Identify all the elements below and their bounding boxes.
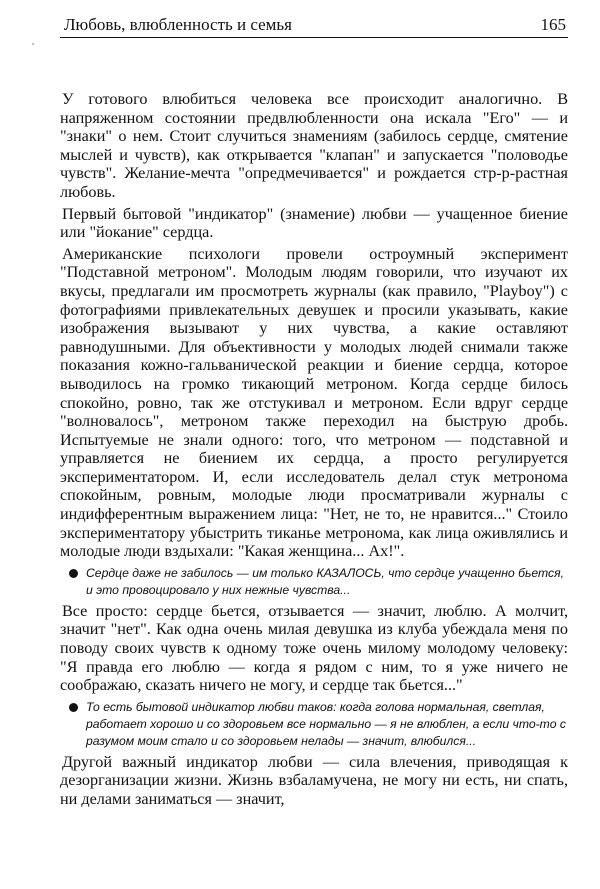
paragraph: Первый бытовой "индикатор" (знамение) любви — учащенное биение или "йокание" сердца. [60, 204, 568, 242]
paragraph: Все просто: сердце бьется, отзывается — значит, люблю. А молчит, значит "нет". Как одна очень милая девушка из клуба убеждала меня по поводу своих чувств к одному тоже очень милому молодому человеку: "Я правда его люблю — когда я рядом с ним, то я уже ничего не соображаю, сказать ничего не могу, и сердце так бьется..." [60, 601, 568, 695]
page-number: 165 [540, 15, 566, 34]
bullet-icon [69, 703, 78, 712]
sidenote [60, 565, 568, 599]
page-body [60, 90, 568, 809]
chapter-title: Любовь, влюбленность и семья [64, 15, 292, 34]
paragraph: Другой важный индикатор любви — сила влечения, приводящая к дезорганизации жизни. Жизнь взбаламучена, не могу ни есть, ни спать, ни делами заниматься — значит, [60, 752, 568, 808]
sidenote-text: То есть бытовой индикатор любви таков: когда голова нормальная, светлая, работает хорошо и со здоровьем все нормально — я не влюблен, а если что-то с разумом моим стало и со здоровьем нелады — значит, влюбился... [86, 699, 566, 748]
sidenote-text: Сердце даже не забилось — им только КАЗАЛОСЬ, что сердце учащенно бьется, и это провоцировало у них нежные чувства... [86, 565, 565, 597]
running-header [60, 14, 568, 38]
paragraph: У готового влюбиться человека все происходит аналогично. В напряженном состоянии предвлюбленности она искала "Его" — и "знаки" о нем. Стоит случиться знамениям (забилось сердце, смятение мыслей и чувств), как открывается "клапан" и запускается "половодье чувств". Желание-мечта "опредмечивается" и рождается стр-р-растная любовь. [60, 90, 568, 201]
bullet-icon [69, 569, 78, 578]
book-page [60, 14, 568, 809]
sidenote [60, 699, 568, 750]
paragraph: Американские психологи провели остроумный эксперимент "Подставной метроном". Молодым людям говорили, что изучают их вкусы, предлагали им просмотреть журналы (как правило, "Playboy") с фотографиями привлекательных девушек и просили указывать, какие изображения вызывают у них чувства, а какие оставляют равнодушными. Для объективности у молодых людей снимали также показания кожно-гальванической реакции и биение сердца, которое выводилось на громко тикающий метроном. Когда сердце билось спокойно, ровно, так же отстукивал и метроном. Если вдруг сердце "волновалось", метроном также переходил на быструю дробь. Испытуемые не знали одного: того, что метроном — подставной и управляется не биением их сердца, а просто регулируется экспериментатором. И, если исследователь делал стук метронома спокойным, ровным, молодые люди просматривали журналы с индифферентным выражением лица: "Нет, не то, не нравится..." Стоило экспериментатору убыстрить тиканье метронома, как лица оживлялись и молодые люди вздыхали: "Какая женщина... Ах!". [60, 244, 568, 561]
margin-mark: ▫ [32, 42, 35, 48]
